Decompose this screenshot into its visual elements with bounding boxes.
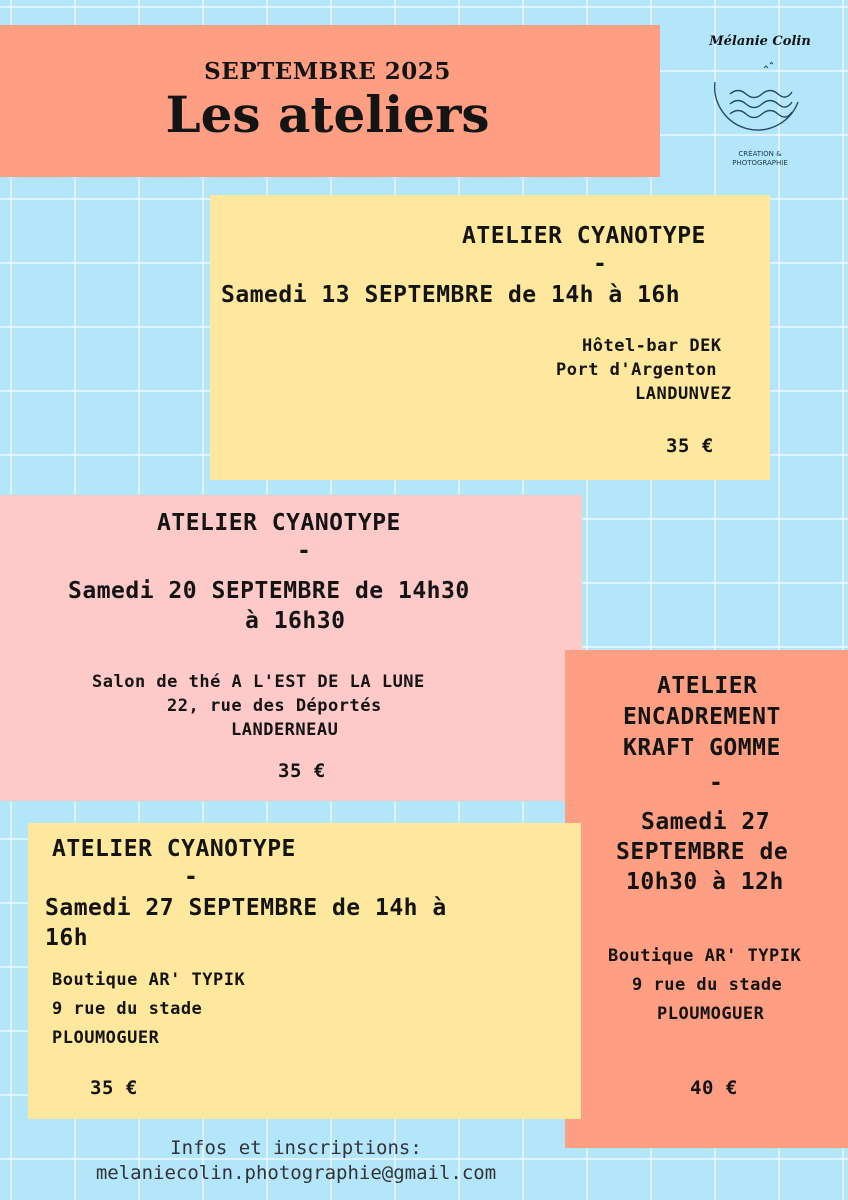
footer-info-label: Infos et inscriptions: — [170, 1137, 422, 1159]
event-title: ATELIER CYANOTYPE — [52, 836, 296, 862]
event-card-cyanotype-27 — [28, 823, 581, 1119]
event-price: 40 € — [690, 1077, 738, 1099]
event-date-end: à 16h30 — [245, 608, 346, 634]
month-heading: SEPTEMBRE 2025 — [204, 58, 451, 85]
event-price: 35 € — [90, 1077, 138, 1099]
event-place-street: 22, rue des Déportés — [167, 696, 382, 716]
logo-subtitle-line1: CRÉATION & — [738, 150, 782, 158]
event-place-street: 9 rue du stade — [632, 975, 783, 995]
event-dash: - — [184, 864, 199, 890]
event-price: 35 € — [666, 435, 714, 457]
event-price: 35 € — [278, 760, 326, 782]
event-date-end: 16h — [45, 925, 89, 951]
event-title: ATELIER CYANOTYPE — [157, 510, 401, 536]
header-banner — [0, 25, 660, 177]
event-title-line3: KRAFT GOMME — [623, 735, 781, 761]
contact-footer — [0, 1136, 592, 1186]
event-date: Samedi 20 SEPTEMBRE de 14h30 — [68, 578, 470, 604]
event-date: Samedi 27 SEPTEMBRE de 14h à — [45, 895, 447, 921]
event-card-cyanotype-13 — [210, 195, 770, 480]
event-place-city: LANDERNEAU — [231, 720, 339, 740]
brand-logo — [700, 32, 820, 172]
event-place-name: Boutique AR' TYPIK — [52, 970, 246, 990]
event-date-line2: SEPTEMBRE de — [616, 839, 789, 865]
logo-subtitle-line2: PHOTOGRAPHIE — [732, 159, 788, 167]
event-dash: - — [297, 538, 312, 564]
event-card-cyanotype-20 — [0, 495, 582, 801]
event-title: ATELIER CYANOTYPE — [462, 223, 706, 249]
event-title-line2: ENCADREMENT — [623, 704, 781, 730]
event-place-street: Port d'Argenton — [556, 360, 718, 380]
event-place-street: 9 rue du stade — [52, 999, 203, 1019]
event-title-line1: ATELIER — [657, 673, 758, 699]
logo-name: Mélanie Colin — [709, 34, 811, 49]
event-place-city: PLOUMOGUER — [657, 1004, 765, 1024]
event-dash: - — [709, 770, 724, 796]
event-place-city: LANDUNVEZ — [635, 384, 732, 404]
event-place-name: Boutique AR' TYPIK — [608, 946, 802, 966]
waves-logo-icon — [700, 50, 820, 150]
event-dash: - — [593, 251, 608, 277]
event-date-line1: Samedi 27 — [641, 809, 771, 835]
event-place-name: Salon de thé A L'EST DE LA LUNE — [92, 672, 425, 692]
logo-subtitle — [700, 150, 820, 168]
event-date: Samedi 13 SEPTEMBRE de 14h à 16h — [221, 282, 681, 308]
event-card-encadrement — [565, 650, 848, 1148]
event-place-name: Hôtel-bar DEK — [582, 336, 722, 356]
event-date-line3: 10h30 à 12h — [626, 869, 784, 895]
page-title: Les ateliers — [165, 85, 490, 144]
event-place-city: PLOUMOGUER — [52, 1028, 160, 1048]
footer-email: melaniecolin.photographie@gmail.com — [95, 1162, 497, 1184]
